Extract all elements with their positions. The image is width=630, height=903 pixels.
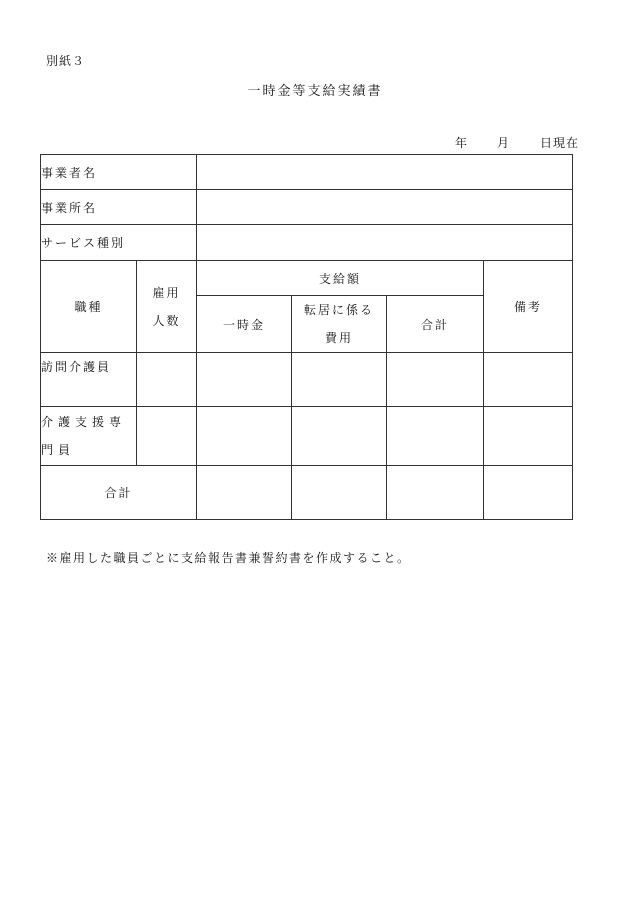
home-care-count-cell[interactable] — [137, 353, 197, 407]
operator-row — [41, 155, 573, 190]
relocation-cost-header — [292, 296, 387, 353]
care-manager-row — [41, 407, 573, 466]
total-subtotal-cell[interactable] — [387, 466, 484, 520]
remarks-header: 備考 — [484, 261, 573, 353]
home-care-remarks-cell[interactable] — [484, 353, 573, 407]
service-type-field[interactable] — [197, 225, 573, 261]
payment-amount-header: 支給額 — [197, 261, 484, 296]
care-manager-lump-sum-cell[interactable] — [197, 407, 292, 466]
document-title: 一時金等支給実績書 — [247, 84, 383, 99]
total-row — [41, 466, 573, 520]
total-relocation-cell[interactable] — [292, 466, 387, 520]
office-name-label: 事業所名 — [41, 190, 197, 225]
date-month: 月 — [497, 136, 510, 150]
home-care-relocation-cell[interactable] — [292, 353, 387, 407]
home-care-subtotal-cell[interactable] — [387, 353, 484, 407]
employed-line-1: 雇用 — [152, 285, 181, 300]
relocation-line-2: 費用 — [325, 331, 354, 345]
home-care-row — [41, 353, 573, 407]
care-manager-count-cell[interactable] — [137, 407, 197, 466]
subtotal-header: 合計 — [387, 296, 484, 353]
home-care-lump-sum-cell[interactable] — [197, 353, 292, 407]
service-type-label: サービス種別 — [41, 225, 197, 261]
service-row — [41, 225, 573, 261]
grand-total-label: 合計 — [41, 466, 197, 520]
operator-name-field[interactable] — [197, 155, 573, 190]
header-row-1 — [41, 261, 573, 296]
care-manager-label — [41, 407, 137, 466]
employed-line-2: 人数 — [152, 313, 181, 328]
annex-label: 別紙３ — [46, 54, 86, 68]
lump-sum-header: 一時金 — [197, 296, 292, 353]
occupation-header: 職種 — [41, 261, 137, 353]
date-year: 年 — [455, 136, 468, 150]
care-manager-line-2: 門員 — [41, 443, 76, 457]
office-name-field[interactable] — [197, 190, 573, 225]
relocation-line-1: 転居に係る — [304, 303, 375, 317]
employed-count-header — [137, 261, 197, 353]
total-remarks-cell[interactable] — [484, 466, 573, 520]
care-manager-line-1: 介護支援専 — [41, 415, 127, 429]
operator-name-label: 事業者名 — [41, 155, 197, 190]
date-day-current: 日現在 — [540, 136, 580, 150]
home-care-worker-label: 訪問介護員 — [41, 353, 137, 407]
care-manager-remarks-cell[interactable] — [484, 407, 573, 466]
office-row — [41, 190, 573, 225]
care-manager-relocation-cell[interactable] — [292, 407, 387, 466]
footnote: ※雇用した職員ごとに支給報告書兼誓約書を作成すること。 — [46, 551, 411, 565]
care-manager-subtotal-cell[interactable] — [387, 407, 484, 466]
payment-record-table — [40, 154, 573, 520]
total-lump-sum-cell[interactable] — [197, 466, 292, 520]
